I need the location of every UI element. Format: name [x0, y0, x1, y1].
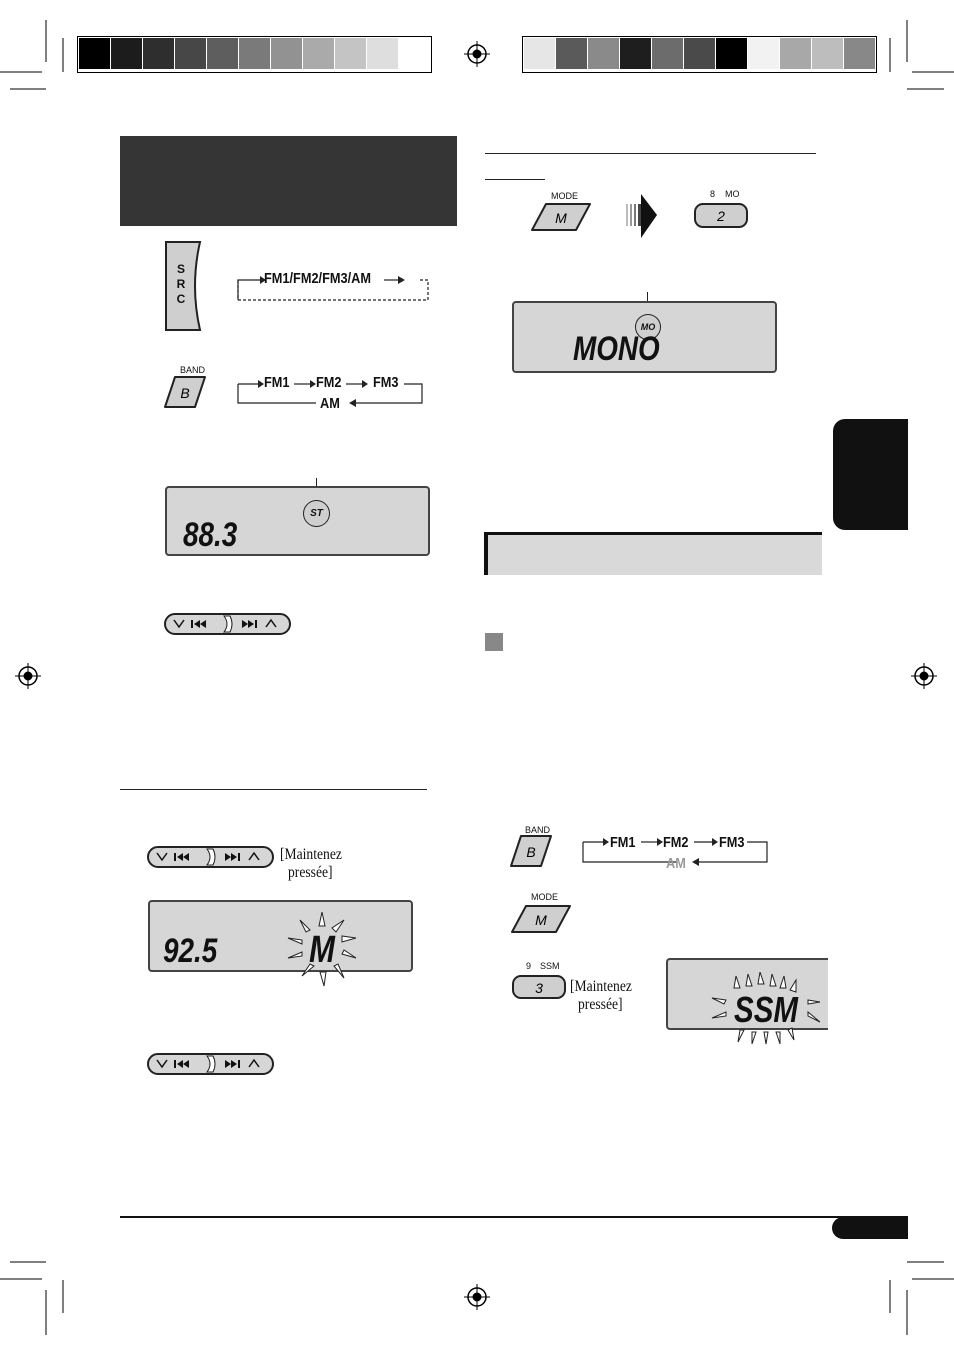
svg-text:M: M	[555, 210, 567, 226]
band-seq-fm3: FM3	[373, 374, 399, 391]
st-indicator: ST	[303, 500, 330, 527]
src-button-letters: S R C	[176, 262, 186, 306]
mono-button-func-label: MO	[725, 189, 740, 199]
svg-text:B: B	[526, 844, 536, 860]
band-seq-2-am: AM	[666, 855, 686, 872]
next-step-arrow-icon	[623, 190, 659, 242]
ssm-button-func-label: SSM	[540, 961, 560, 971]
mode-button-label-2: MODE	[531, 892, 558, 902]
registration-target-icon	[15, 41, 937, 1310]
svg-text:M: M	[535, 912, 547, 928]
seek-button-1[interactable]	[164, 612, 292, 637]
band-seq-2-fm1: FM1	[610, 834, 636, 851]
mono-button[interactable]	[693, 202, 749, 230]
hold-caption-1-line1: [Maintenez	[280, 846, 342, 863]
hold-caption-1-line2: pressée]	[288, 864, 333, 881]
band-seq-2-fm3: FM3	[719, 834, 745, 851]
language-tab	[833, 419, 908, 530]
section-rule-short	[485, 179, 545, 180]
mono-button-number-label: 8	[710, 189, 716, 199]
display-1-frequency: 88.3	[183, 516, 238, 554]
section-rule-right	[485, 153, 816, 154]
seek-button-2[interactable]	[147, 845, 275, 870]
svg-text:2: 2	[717, 208, 725, 224]
section-header-light	[484, 532, 822, 575]
seek-button-3[interactable]	[147, 1052, 275, 1077]
band-seq-am: AM	[320, 395, 340, 412]
page-number-tab	[832, 1217, 908, 1239]
hold-caption-2-line1: [Maintenez	[570, 978, 632, 995]
footer-rule	[120, 1216, 908, 1218]
step-marker	[485, 633, 503, 651]
mode-button-1[interactable]	[530, 202, 592, 232]
section-divider-left	[120, 789, 427, 790]
band-seq-2-fm2: FM2	[663, 834, 689, 851]
band-seq-fm1: FM1	[264, 374, 290, 391]
mode-button-label-1: MODE	[551, 191, 578, 201]
ssm-button[interactable]	[511, 974, 567, 1002]
mode-button-2[interactable]	[510, 904, 572, 934]
ssm-display-text: SSM	[734, 989, 798, 1030]
ssm-button-number-label: 9	[526, 961, 532, 971]
band-button[interactable]	[163, 375, 209, 409]
svg-text:3: 3	[535, 980, 543, 996]
svg-text:B: B	[180, 385, 190, 401]
band-button-2[interactable]	[509, 834, 555, 868]
mono-display-text: MONO	[573, 330, 660, 368]
source-sequence: FM1/FM2/FM3/AM	[264, 270, 371, 287]
band-button-label-2: BAND	[525, 825, 551, 835]
band-seq-fm2: FM2	[316, 374, 342, 391]
mo-indicator: MO	[635, 314, 661, 340]
section-header-dark	[120, 136, 457, 226]
hold-caption-2-line2: pressée]	[578, 996, 623, 1013]
display-2-frequency: 92.5	[163, 932, 218, 970]
band-button-label: BAND	[180, 365, 206, 375]
display-2-memory-indicator: M	[309, 929, 335, 971]
